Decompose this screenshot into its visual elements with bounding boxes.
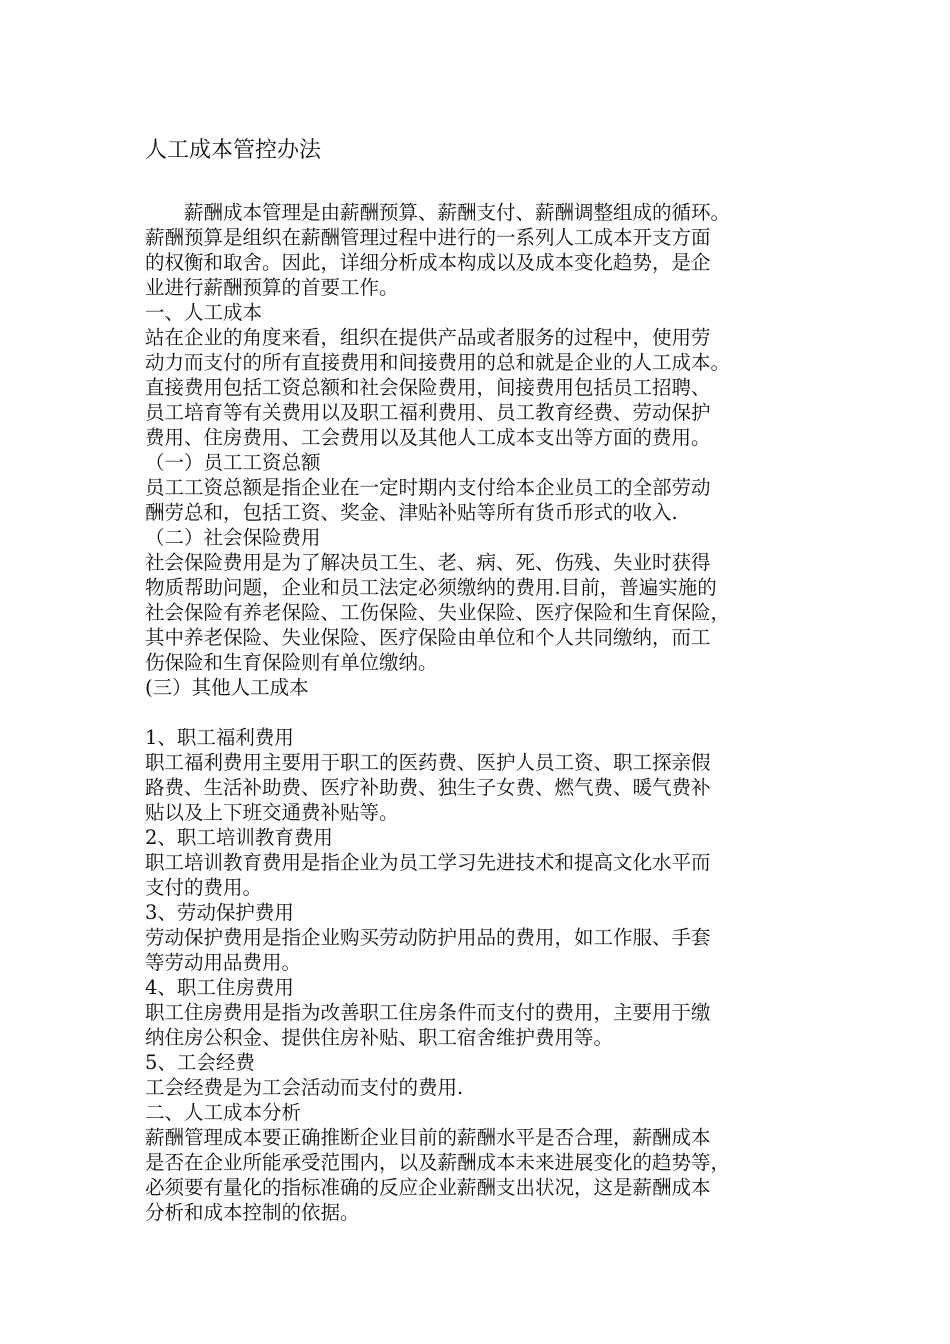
document-body — [145, 200, 815, 1225]
body-text-line: 物质帮助问题，企业和员工法定必须缴纳的费用.目前，普遍实施的 — [145, 576, 717, 599]
body-text-line: 一、人工成本 — [145, 301, 263, 324]
body-text-line: 员工工资总额是指企业在一定时期内支付给本企业员工的全部劳动 — [145, 476, 711, 499]
body-text-line: 5、工会经费 — [145, 1051, 255, 1074]
body-text-line: 动力而支付的所有直接费用和间接费用的总和就是企业的人工成本。 — [145, 351, 731, 374]
body-text-line: 站在企业的角度来看，组织在提供产品或者服务的过程中，使用劳 — [145, 326, 711, 349]
body-text-line: 支付的费用。 — [145, 876, 263, 899]
body-text-line: 必须要有量化的指标准确的反应企业薪酬支出状况，这是薪酬成本 — [145, 1176, 711, 1199]
body-text-line: 等劳动用品费用。 — [145, 951, 302, 974]
body-text-line: 工会经费是为工会活动而支付的费用. — [145, 1076, 464, 1099]
body-text-line: (三）其他人工成本 — [145, 676, 309, 699]
body-text-line: 社会保险有养老保险、工伤保险、失业保险、医疗保险和生育保险， — [145, 601, 731, 624]
body-text-line: 劳动保护费用是指企业购买劳动防护用品的费用，如工作服、手套 — [145, 926, 711, 949]
body-text-line: 职工福利费用主要用于职工的医药费、医护人员工资、职工探亲假 — [145, 751, 711, 774]
body-text-line: （二）社会保险费用 — [145, 526, 321, 549]
body-text-line: 员工培育等有关费用以及职工福利费用、员工教育经费、劳动保护 — [145, 401, 711, 424]
body-text-line: 其中养老保险、失业保险、医疗保险由单位和个人共同缴纳，而工 — [145, 626, 711, 649]
body-text-line: 酬劳总和，包括工资、奖金、津贴补贴等所有货币形式的收入. — [145, 501, 678, 524]
body-text-line: 职工住房费用是指为改善职工住房条件而支付的费用，主要用于缴 — [145, 1001, 711, 1024]
body-text-line: （一）员工工资总额 — [145, 451, 321, 474]
body-text-line: 社会保险费用是为了解决员工生、老、病、死、伤残、失业时获得 — [145, 551, 711, 574]
body-text-line: 二、人工成本分析 — [145, 1101, 302, 1124]
body-text-line: 贴以及上下班交通费补贴等。 — [145, 801, 399, 824]
body-text-line: 的权衡和取舍。因此，详细分析成本构成以及成本变化趋势，是企 — [145, 251, 711, 274]
body-text-line: 路费、生活补助费、医疗补助费、独生子女费、燃气费、暖气费补 — [145, 776, 711, 799]
body-text-line: 直接费用包括工资总额和社会保险费用，间接费用包括员工招聘、 — [145, 376, 711, 399]
body-text-line: 伤保险和生育保险则有单位缴纳。 — [145, 651, 438, 674]
body-text-line: 薪酬预算是组织在薪酬管理过程中进行的一系列人工成本开支方面 — [145, 226, 711, 249]
body-text-line: 1、职工福利费用 — [145, 726, 294, 749]
body-text-line: 薪酬成本管理是由薪酬预算、薪酬支付、薪酬调整组成的循环。 — [145, 201, 731, 224]
document-title: 人工成本管控办法 — [145, 138, 322, 163]
body-text-line: 4、职工住房费用 — [145, 976, 294, 999]
body-text-line: 业进行薪酬预算的首要工作。 — [145, 276, 399, 299]
body-text-line: 费用、住房费用、工会费用以及其他人工成本支出等方面的费用。 — [145, 426, 711, 449]
body-text-line: 分析和成本控制的依据。 — [145, 1201, 360, 1224]
body-text-line: 3、劳动保护费用 — [145, 901, 294, 924]
blank-line — [145, 700, 815, 725]
body-text-line: 薪酬管理成本要正确推断企业目前的薪酬水平是否合理，薪酬成本 — [145, 1126, 711, 1149]
body-text-line: 是否在企业所能承受范围内，以及薪酬成本未来进展变化的趋势等， — [145, 1151, 731, 1174]
body-text-line: 2、职工培训教育费用 — [145, 826, 333, 849]
body-text-line: 职工培训教育费用是指企业为员工学习先进技术和提高文化水平而 — [145, 851, 711, 874]
body-text-line: 纳住房公积金、提供住房补贴、职工宿舍维护费用等。 — [145, 1026, 614, 1049]
